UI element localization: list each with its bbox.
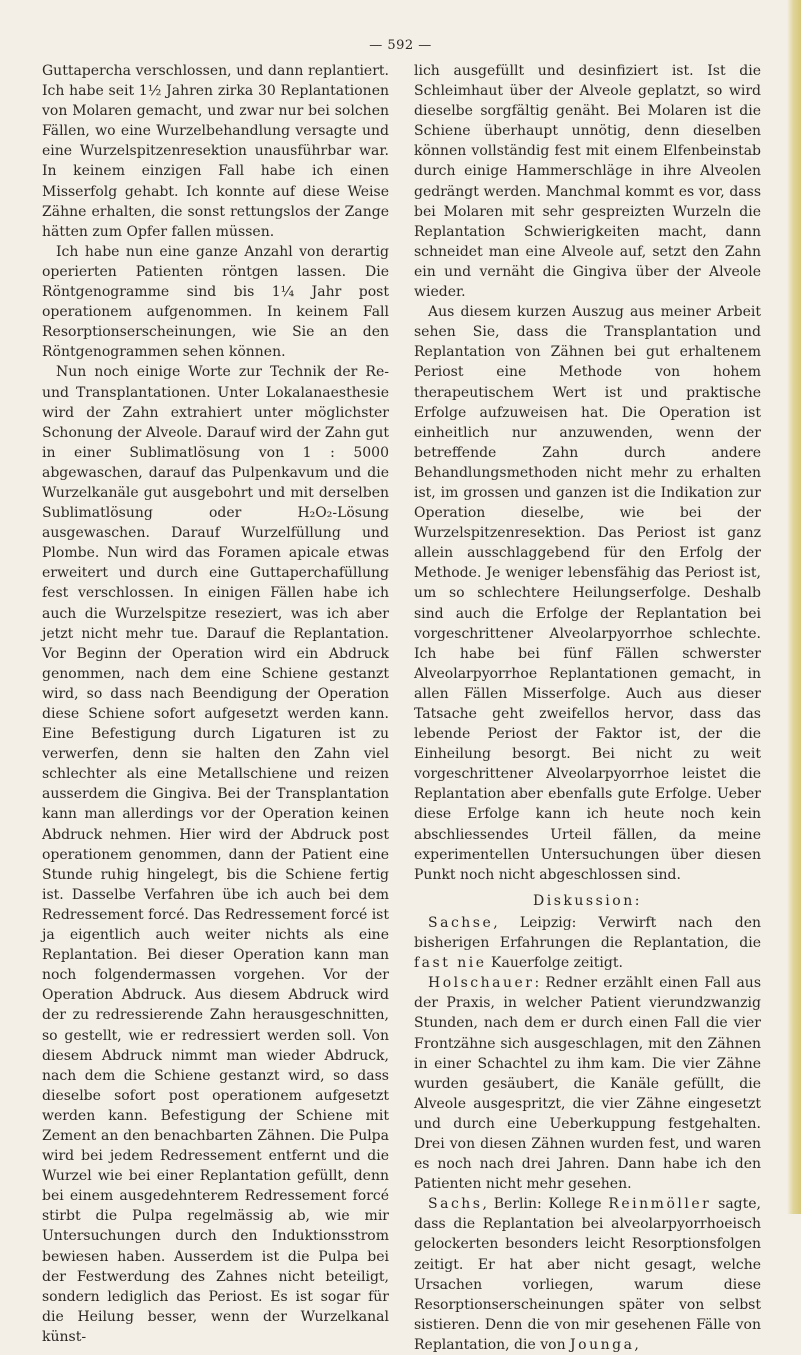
discussion-text: , Leipzig: Verwirft nach den bisherigen Erfahrungen die Replantation, die: [414, 914, 761, 952]
speaker-name: Holschauer: [428, 975, 535, 992]
discussion-entry: [414, 913, 761, 973]
paragraph: Ich habe nun eine ganze Anzahl von derartig operierten Patienten röntgen lassen. Die Röntgenogramme sind bis 1¼ Jahr post operationem aufgenommen. In keinem Fall Resorptionserscheinungen, wie Sie an den Röntgenogrammen sehen können.: [42, 243, 389, 361]
discussion-text: ,: [634, 1336, 639, 1353]
discussion-text: , Berlin: Kollege: [482, 1196, 609, 1213]
page-edge: [787, 0, 801, 1214]
page-number: — 592 —: [369, 38, 432, 53]
paragraph: lich ausgefüllt und desinfiziert ist. Ist die Schleimhaut über der Alveole geplatzt, so wird dieselbe sorgfältig genäht. Bei Molaren ist die Schiene überhaupt unnötig, denn dieselben können vollständig fest mit einem Elfenbeinstab durch einige Hammerschläge in ihre Alveolen gedrängt werden. Manchmal kommt es vor, dass bei Molaren mit sehr gespreizten Wurzeln die Replantation Schwierigkeiten macht, dann schneidet man eine Alveole auf, setzt den Zahn ein und vernäht die Gingiva über der Alveole wieder.: [414, 63, 761, 301]
paragraph: Nun noch einige Worte zur Technik der Re- und Transplantationen. Unter Lokalanaesthesie wird der Zahn extrahiert unter möglichster Schonung der Alveole. Darauf wird der Zahn gut in einer Sublimatlösung von 1 : 5000 abgewaschen, darauf das Pulpenkavum und die Wurzelkanäle gut ausgebohrt und mit derselben Sublimatlösung oder H₂O₂-Lösung ausgewaschen. Darauf Wurzelfüllung und Plombe. Nun wird das Foramen apicale etwas erweitert und durch eine Guttaperchafüllung fest verschlossen. In einigen Fällen habe ich auch die Wurzelspitze reseziert, was ich aber jetzt nicht mehr tue. Darauf die Replantation. Vor Beginn der Operation wird ein Abdruck genommen, nach dem eine Schiene gestanzt wird, so dass nach Beendigung der Operation diese Schiene sofort aufgesetzt werden kann. Eine Befestigung durch Ligaturen ist zu verwerfen, denn sie halten den Zahn viel schlechter als eine Metallschiene und reizen ausserdem die Gingiva. Bei der Transplantation kann man allerdings vor der Operation keinen Abdruck nehmen. Hier wird der Abdruck post operationem genommen, dann der Patient eine Stunde ruhig hingelegt, bis die Schiene fertig ist. Dasselbe Verfahren übe ich auch bei dem Redressement forcé. Das Redressement forcé ist ja eigentlich auch weiter nichts als eine Replantation. Bei dieser Operation kann man noch folgendermassen vorgehen. Vor der Operation Abdruck. Aus diesem Abdruck wird der zu redressierende Zahn herausgeschnitten, so gestellt, wie er redressiert werden soll. Von diesem Abdruck nimmt man wieder Abdruck, nach dem die Schiene gestanzt wird, so dass dieselbe sofort post operationem aufgesetzt werden kann. Befestigung der Schiene mit Zement an den benachbarten Zähnen. Die Pulpa wird bei jedem Redressement entfernt und die Wurzel wie bei einer Replantation gefüllt, denn bei einem ausgedehnterem Redressement forcé stirbt die Pulpa regelmässig ab, wie mir Untersuchungen durch den Induktionsstrom bewiesen haben. Ausserdem ist die Pulpa bei der Festwerdung des Zahnes nicht beteiligt, sondern lediglich das Periost. Es ist sogar für die Heilung besser, wenn der Wurzelkanal künst-: [42, 364, 389, 1345]
discussion-entry: [414, 1194, 761, 1355]
discussion-text: sagte, dass die Replantation bei alveolarpyorrhoeisch gelockerten besonders leicht Resorptionsfolgen zeitigt. Er hat aber nicht gesagt, welche Ursachen vorliegen, warum diese Resorptionserscheinungen später von selbst sistieren. Denn die von mir gesehenen Fälle von Replantation, die von: [414, 1196, 761, 1353]
person-name: Jounga: [570, 1336, 635, 1353]
discussion-text: Kauerfolge zeitigt.: [486, 955, 623, 972]
discussion-text: : Redner erzählt einen Fall aus der Praxis, in welcher Patient vierundzwanzig Stunden, nach dem er durch einen Fall die vier Frontzähne sich ausgeschlagen, mit den Zähnen in einer Schachtel zu ihm kam. Die vier Zähne wurden gesäubert, die Kanäle gefüllt, die Alveole ausgespritzt, die vier Zähne eingesetzt und durch eine Ueberkuppung festgehalten. Drei von diesen Zähnen wurden fest, und waren es noch nach drei Jahren. Dann habe ich den Patienten nicht mehr gesehen.: [414, 975, 761, 1193]
speaker-name: Sachs: [428, 1196, 483, 1213]
speaker-name: Sachse: [428, 914, 494, 931]
emphasis-text: fast nie: [414, 955, 487, 972]
discussion-heading: Diskussion:: [533, 892, 642, 909]
paragraph: Aus diesem kurzen Auszug aus meiner Arbeit sehen Sie, dass die Transplantation und Replantation von Zähnen bei gut erhaltenem Periost eine Methode von hohem therapeutischem Wert ist und praktische Erfolge aufzuweisen hat. Die Operation ist einheitlich nur anzuwenden, wenn der betreffende Zahn durch andere Behandlungsmethoden nicht mehr zu erhalten ist, im grossen und ganzen ist die Indikation zur Operation dieselbe, wie bei der Wurzelspitzenresektion. Das Periost ist ganz allein ausschlaggebend für den Erfolg der Methode. Je weniger lebensfähig das Periost ist, um so schlechtere Heilungserfolge. Deshalb sind auch die Erfolge der Replantation bei vorgeschrittener Alveolarpyorrhoe schlechte. Ich habe bei fünf Fällen schwerster Alveolarpyorrhoe Replantationen gemacht, in allen Fällen Misserfolge. Auch aus dieser Tatsache geht zweifellos hervor, dass das lebende Periost der Faktor ist, der die Einheilung besorgt. Bei nicht zu weit vorgeschrittener Alveolarpyorrhoe leistet die Replantation aber ebenfalls gute Erfolge. Ueber diese Erfolge kann ich heute noch kein abschliessendes Urteil fällen, da meine experimentellen Untersuchungen über diesen Punkt noch nicht abgeschlossen sind.: [414, 304, 761, 883]
person-name: Reinmöller: [608, 1196, 712, 1213]
discussion-entry: [414, 973, 761, 1194]
paragraph: Guttapercha verschlossen, und dann replantiert. Ich habe seit 1½ Jahren zirka 30 Replantationen von Molaren gemacht, und zwar nur bei solchen Fällen, wo eine Wurzelbehandlung versagte und eine Wurzelspitzenresektion unausführbar war. In keinem einzigen Fall habe ich einen Misserfolg gehabt. Ich konnte auf diese Weise Zähne erhalten, die sonst rettungslos der Zange hätten zum Opfer fallen müssen.: [42, 63, 389, 240]
right-column: [414, 61, 761, 1355]
left-column: [42, 61, 389, 1347]
